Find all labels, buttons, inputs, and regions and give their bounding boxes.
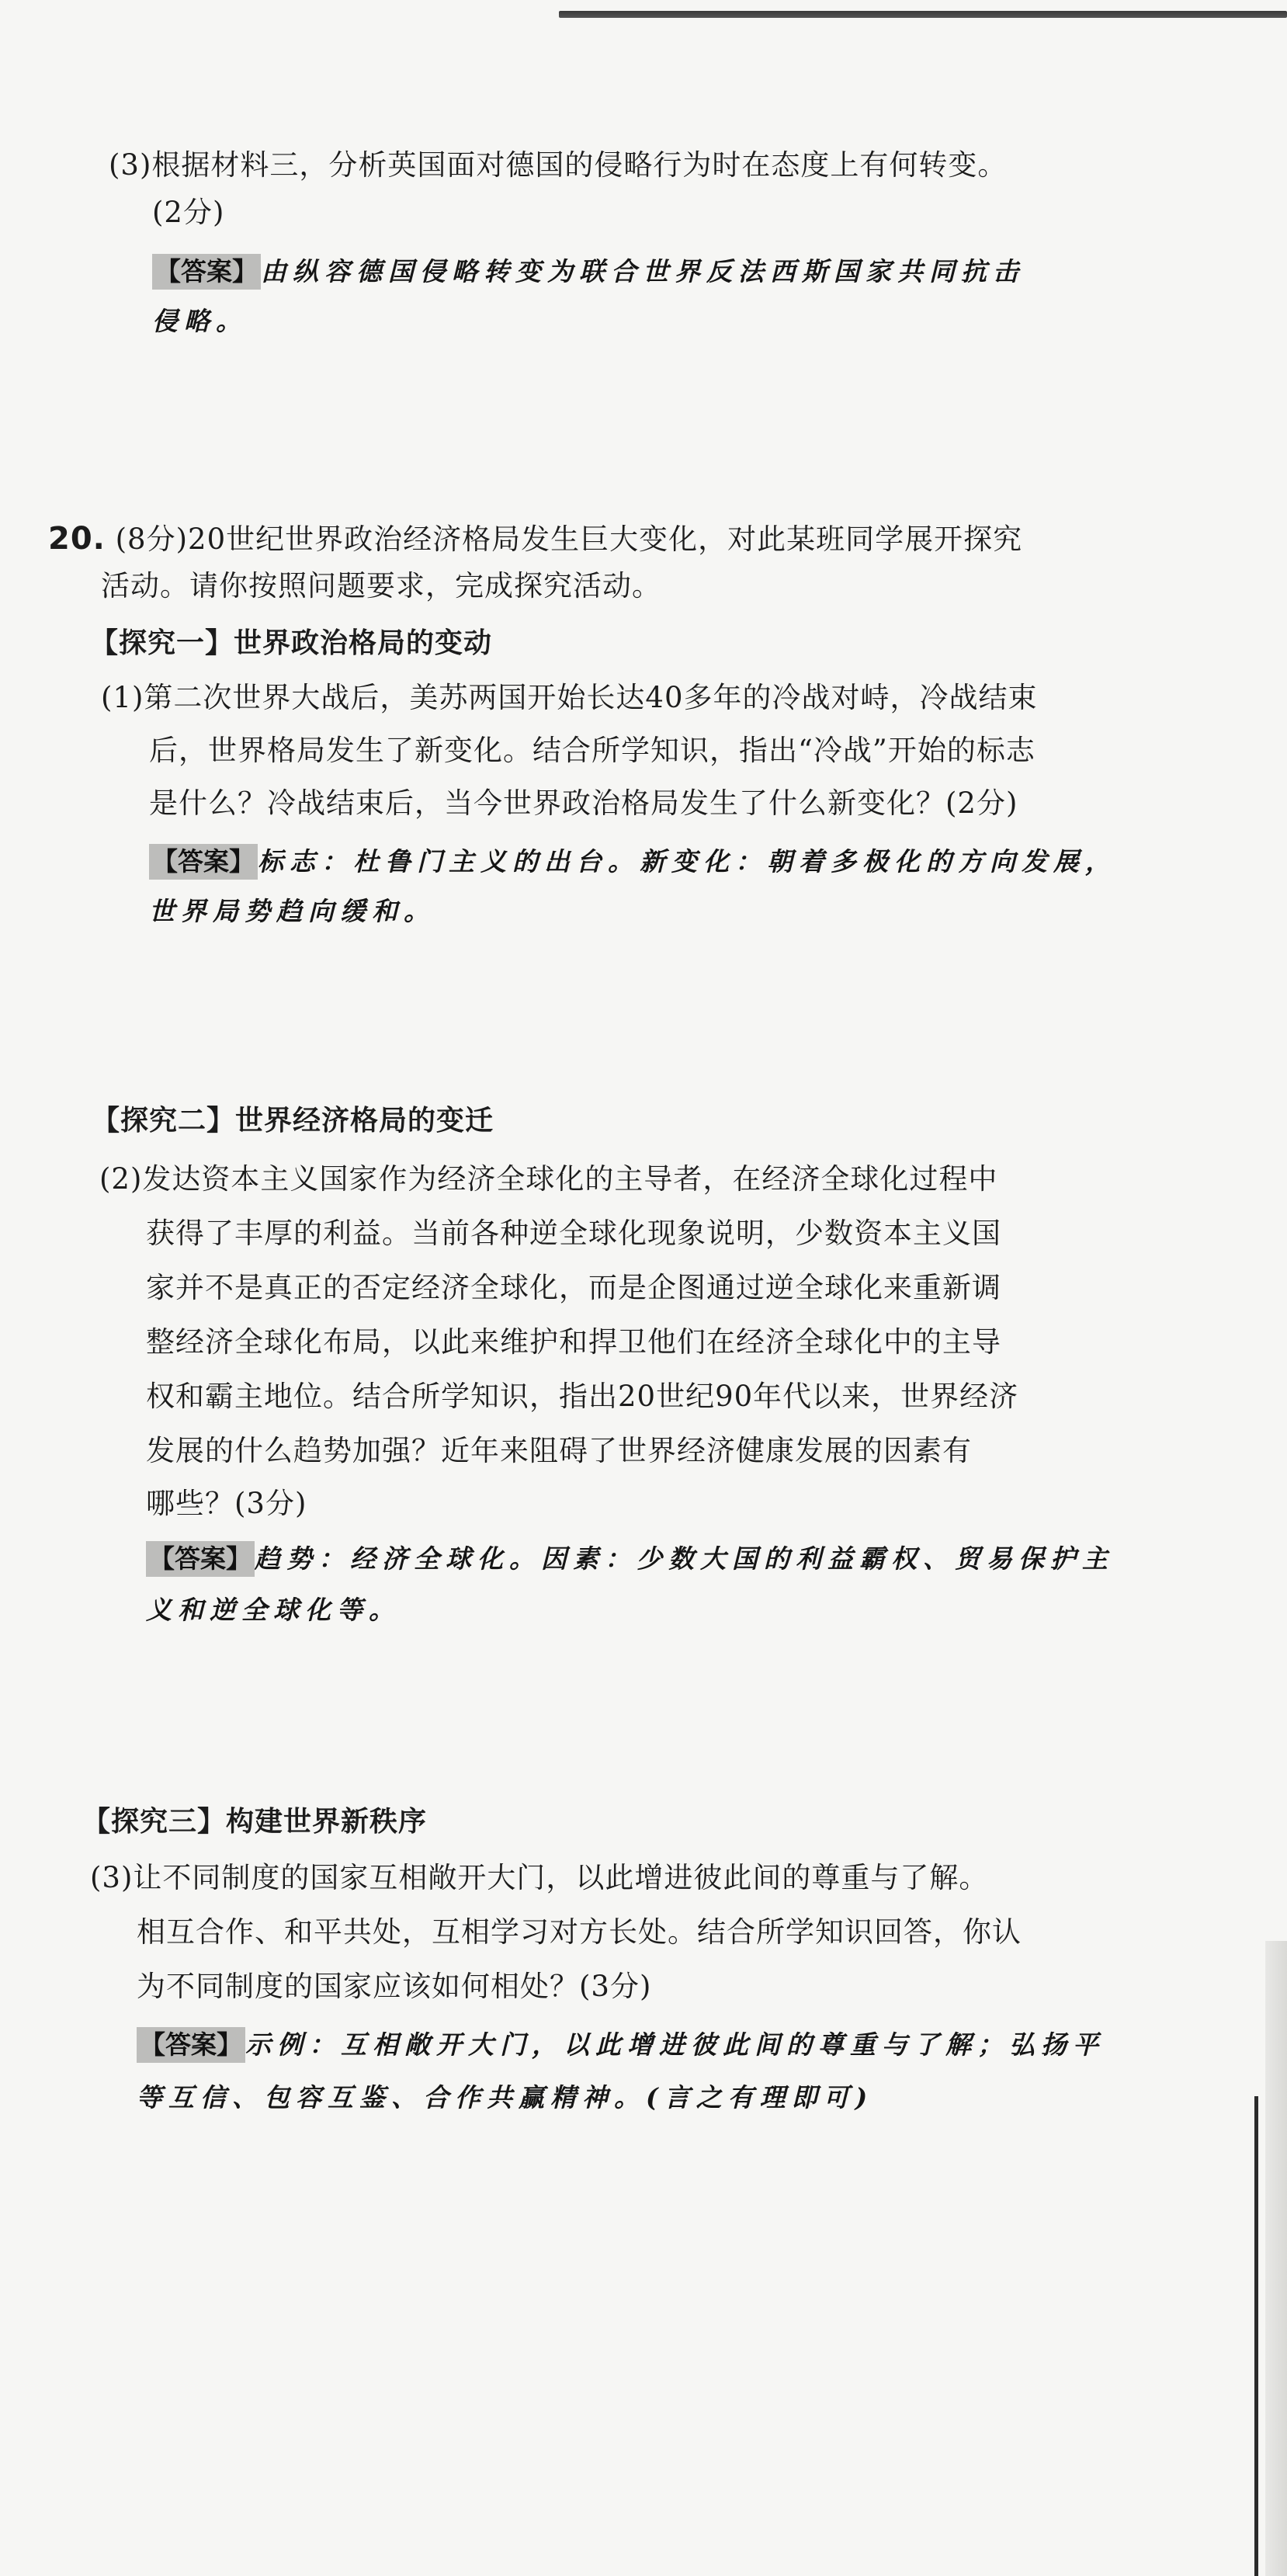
explore3-question-line-1: (3)让不同制度的国家互相敞开大门，以此增进彼此间的尊重与了解。 <box>90 1861 989 1894</box>
page-edge-line <box>1254 2096 1258 2576</box>
explore1-question-line-2: 后，世界格局发生了新变化。结合所学知识，指出“冷战”开始的标志 <box>149 734 1035 767</box>
answer-tag: 【答案】 <box>149 844 258 880</box>
page-top-rule <box>559 11 1287 18</box>
page-edge-shadow <box>1265 1941 1287 2576</box>
explore2-heading: 【探究二】世界经济格局的变迁 <box>92 1105 494 1137</box>
q20-intro-line-1 <box>48 516 1022 562</box>
explore3-answer-text-2: 等互信、包容互鉴、合作共赢精神。(言之有理即可) <box>137 2082 874 2113</box>
explore2-question-line-5: 权和霸主地位。结合所学知识，指出20世纪90年代以来，世界经济 <box>146 1380 1019 1413</box>
q19-answer-text-2: 侵略。 <box>152 306 248 336</box>
q19-answer-line-2 <box>152 298 248 344</box>
explore3-question-line-3: 为不同制度的国家应该如何相处？(3分) <box>137 1970 652 2003</box>
q20-intro-line-2: 活动。请你按照问题要求，完成探究活动。 <box>101 569 661 602</box>
explore2-question-line-2: 获得了丰厚的利益。当前各种逆全球化现象说明，少数资本主义国 <box>146 1217 1001 1250</box>
q19-answer-text-1: 由纵容德国侵略转变为联合世界反法西斯国家共同抗击 <box>261 256 1025 286</box>
explore3-answer-line-1 <box>137 2022 1105 2067</box>
explore1-answer-line-2 <box>149 888 435 934</box>
explore3-question-line-2: 相互合作、和平共处，互相学习对方长处。结合所学知识回答，你认 <box>137 1915 1022 1949</box>
answer-tag: 【答案】 <box>152 254 261 290</box>
explore2-answer-text-1: 趋势：经济全球化。因素：少数大国的利益霸权、贸易保护主 <box>255 1543 1114 1574</box>
question-number: 20. <box>48 521 106 557</box>
answer-tag: 【答案】 <box>137 2027 245 2063</box>
q20-intro-text-1: (8分)20世纪世界政治经济格局发生巨大变化，对此某班同学展开探究 <box>115 522 1023 556</box>
explore2-answer-line-2 <box>146 1587 401 1633</box>
explore2-answer-text-2: 义和逆全球化等。 <box>146 1595 401 1625</box>
explore1-question-line-3: 是什么？冷战结束后，当今世界政治格局发生了什么新变化？(2分) <box>149 786 1018 820</box>
q19-answer-line-1 <box>152 248 1025 294</box>
explore2-question-line-1: (2)发达资本主义国家作为经济全球化的主导者，在经济全球化过程中 <box>99 1162 998 1196</box>
explore1-question-line-1: (1)第二次世界大战后，美苏两国开始长达40多年的冷战对峙，冷战结束 <box>101 681 1038 714</box>
explore2-question-line-6: 发展的什么趋势加强？近年来阻碍了世界经济健康发展的因素有 <box>146 1434 972 1467</box>
q19-question-line-1: (3)根据材料三，分析英国面对德国的侵略行为时在态度上有何转变。 <box>109 148 1008 182</box>
explore2-question-line-7: 哪些？(3分) <box>146 1487 307 1520</box>
explore2-question-line-3: 家并不是真正的否定经济全球化，而是企图通过逆全球化来重新调 <box>146 1271 1001 1304</box>
explore3-heading: 【探究三】构建世界新秩序 <box>82 1806 428 1838</box>
explore1-answer-text-1: 标志：杜鲁门主义的出台。新变化：朝着多极化的方向发展， <box>258 846 1117 877</box>
q19-question-line-2: (2分) <box>152 196 225 229</box>
explore1-heading: 【探究一】世界政治格局的变动 <box>90 627 493 659</box>
explore1-answer-text-2: 世界局势趋向缓和。 <box>149 896 435 926</box>
answer-tag: 【答案】 <box>146 1541 255 1577</box>
explore2-answer-line-1 <box>146 1536 1114 1581</box>
explore3-answer-text-1: 示例：互相敞开大门，以此增进彼此间的尊重与了解；弘扬平 <box>245 2029 1105 2060</box>
explore1-answer-line-1 <box>149 838 1117 884</box>
explore3-answer-line-2 <box>137 2074 873 2120</box>
explore2-question-line-4: 整经济全球化布局，以此来维护和捍卫他们在经济全球化中的主导 <box>146 1325 1001 1359</box>
